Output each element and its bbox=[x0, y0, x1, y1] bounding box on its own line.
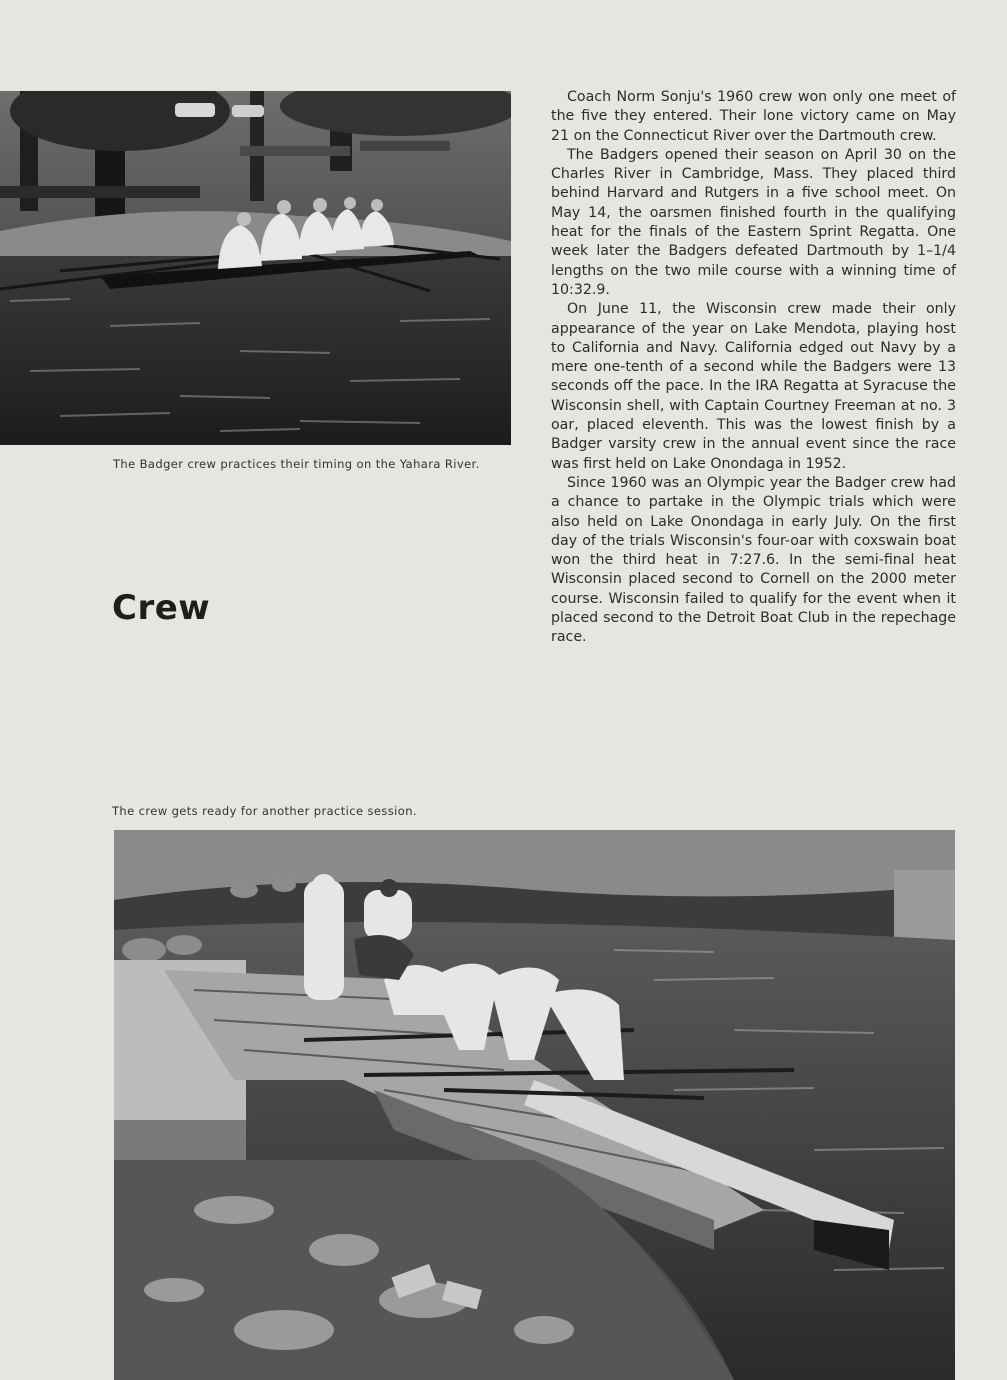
article-paragraph: The Badgers opened their season on April 30 on the Charles River in Cambridge, Mass. They placed third behind Harvard and Rutgers in a five school meet. On May 14, the oarsmen finished fourth in the qualifying heat for the finals of the Eastern Sprint Regatta. One week later the Badgers defeated Dartmouth by 1–1/4 lengths on the two mile course with a winning time of 10:32.9. bbox=[551, 146, 956, 298]
page-title: Crew bbox=[112, 588, 211, 628]
article-paragraph: Since 1960 was an Olympic year the Badger crew had a chance to partake in the Olympic trials which were also held on Lake Onondaga in early July. On the first day of the trials Wisconsin's four-oar with coxswain boat won the third heat in 7:27.6. In the semi-final heat Wisconsin placed second to Cornell on the 2000 meter course. Wisconsin failed to qualify for the event when it placed second to the Detroit Boat Club in the repechage race. bbox=[551, 474, 956, 646]
article-paragraph: Coach Norm Sonju's 1960 crew won only one meet of the five they entered. Their lone victory came on May 21 on the Connecticut River over the Dartmouth crew. bbox=[551, 89, 956, 144]
article-body bbox=[551, 88, 956, 648]
photo-caption-rowing: The Badger crew practices their timing on the Yahara River. bbox=[113, 457, 480, 471]
photo-crew-dock bbox=[114, 830, 955, 1380]
article-paragraph: On June 11, the Wisconsin crew made their only appearance of the year on Lake Mendota, playing host to California and Navy. California edged out Navy by a mere one-tenth of a second while the Badgers were 13 seconds off the pace. In the IRA Regatta at Syracuse the Wisconsin shell, with Captain Courtney Freeman at no. 3 oar, placed eleventh. This was the lowest finish by a Badger varsity crew in the annual event since the race was first held on Lake Onondaga in 1952. bbox=[551, 301, 956, 472]
photo-caption-dock: The crew gets ready for another practice session. bbox=[112, 804, 417, 818]
photo-crew-rowing bbox=[0, 91, 511, 445]
